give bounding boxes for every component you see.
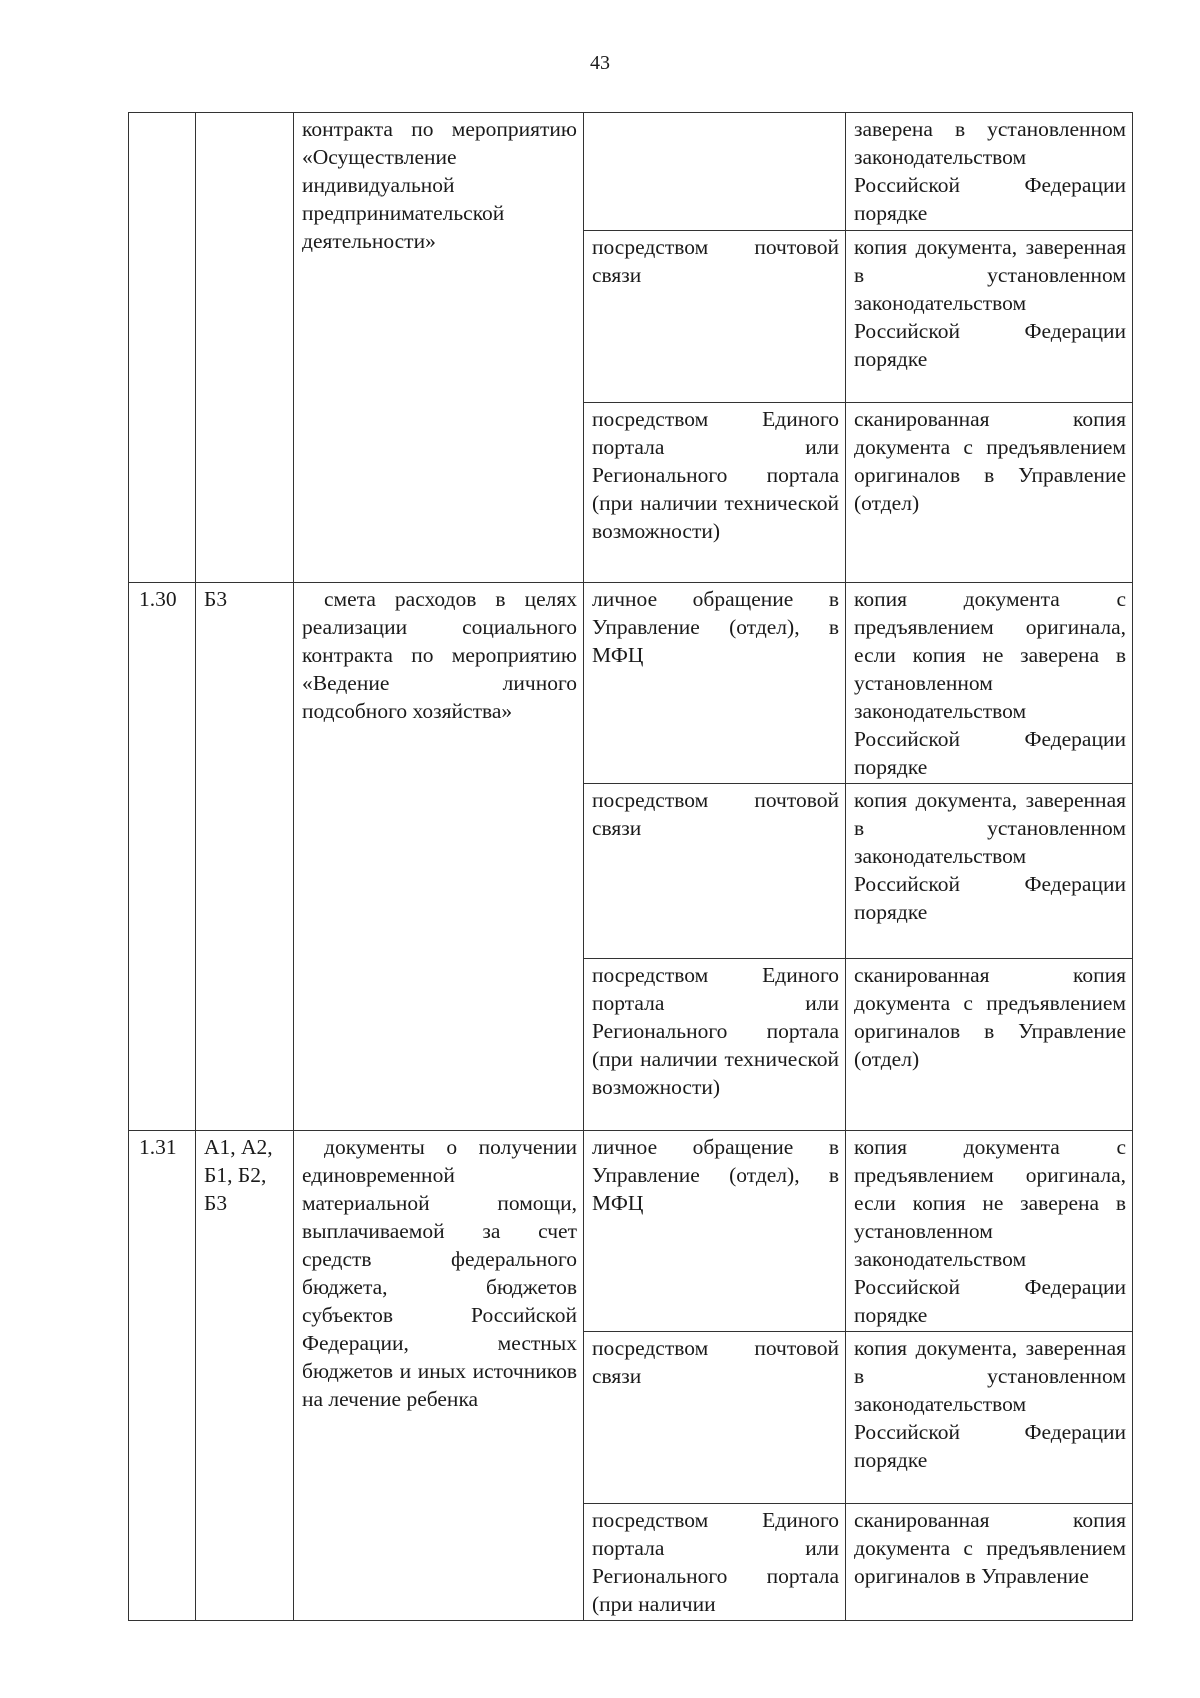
document-name-cell: контракта по мероприятию «Осуществление индивидуальной предпринимательской деятельности» bbox=[294, 113, 584, 583]
document-form-cell: заверена в установленном законодательством Российской Федерации порядке bbox=[846, 113, 1133, 231]
document-form-cell: копия документа с предъявлением оригинала, если копия не заверена в установленном законодательством Российской Федерации порядке bbox=[846, 583, 1133, 784]
document-form-cell: копия документа, заверенная в установленном законодательством Российской Федерации порядке bbox=[846, 1332, 1133, 1504]
submission-method-cell: посредством почтовой связи bbox=[584, 784, 846, 959]
document-form-cell: сканированная копия документа с предъявлением оригиналов в Управление bbox=[846, 1504, 1133, 1621]
table-row bbox=[129, 113, 1133, 231]
document-name-cell: смета расходов в целях реализации социального контракта по мероприятию «Ведение личного подсобного хозяйства» bbox=[294, 583, 584, 1131]
document-name-cell: документы о получении единовременной материальной помощи, выплачиваемой за счет средств федерального бюджета, бюджетов субъектов Российской Федерации, местных бюджетов и иных источников на лечение ребенка bbox=[294, 1131, 584, 1621]
document-form-cell: сканированная копия документа с предъявлением оригиналов в Управление (отдел) bbox=[846, 959, 1133, 1131]
item-number-cell: 1.31 bbox=[129, 1131, 196, 1621]
document-form-cell: сканированная копия документа с предъявлением оригиналов в Управление (отдел) bbox=[846, 403, 1133, 583]
document-form-cell: копия документа, заверенная в установленном законодательством Российской Федерации порядке bbox=[846, 231, 1133, 403]
document-form-cell: копия документа, заверенная в установленном законодательством Российской Федерации порядке bbox=[846, 784, 1133, 959]
submission-method-cell: посредством Единого портала или Регионального портала (при наличии технической возможности) bbox=[584, 403, 846, 583]
submission-method-cell bbox=[584, 113, 846, 231]
applicant-category-cell bbox=[196, 113, 294, 583]
page-number: 43 bbox=[590, 52, 610, 74]
document-form-cell: копия документа с предъявлением оригинала, если копия не заверена в установленном законодательством Российской Федерации порядке bbox=[846, 1131, 1133, 1332]
applicant-category-cell: А1, А2, Б1, Б2, Б3 bbox=[196, 1131, 294, 1621]
item-number-cell bbox=[129, 113, 196, 583]
submission-method-cell: посредством Единого портала или Регионального портала (при наличии технической возможности) bbox=[584, 959, 846, 1131]
documents-table bbox=[128, 112, 1133, 1621]
applicant-category-cell: Б3 bbox=[196, 583, 294, 1131]
submission-method-cell: личное обращение в Управление (отдел), в МФЦ bbox=[584, 583, 846, 784]
table-row bbox=[129, 583, 1133, 784]
submission-method-cell: посредством почтовой связи bbox=[584, 231, 846, 403]
submission-method-cell: личное обращение в Управление (отдел), в МФЦ bbox=[584, 1131, 846, 1332]
item-number-cell: 1.30 bbox=[129, 583, 196, 1131]
submission-method-cell: посредством Единого портала или Регионального портала (при наличии bbox=[584, 1504, 846, 1621]
table-row bbox=[129, 1131, 1133, 1332]
submission-method-cell: посредством почтовой связи bbox=[584, 1332, 846, 1504]
